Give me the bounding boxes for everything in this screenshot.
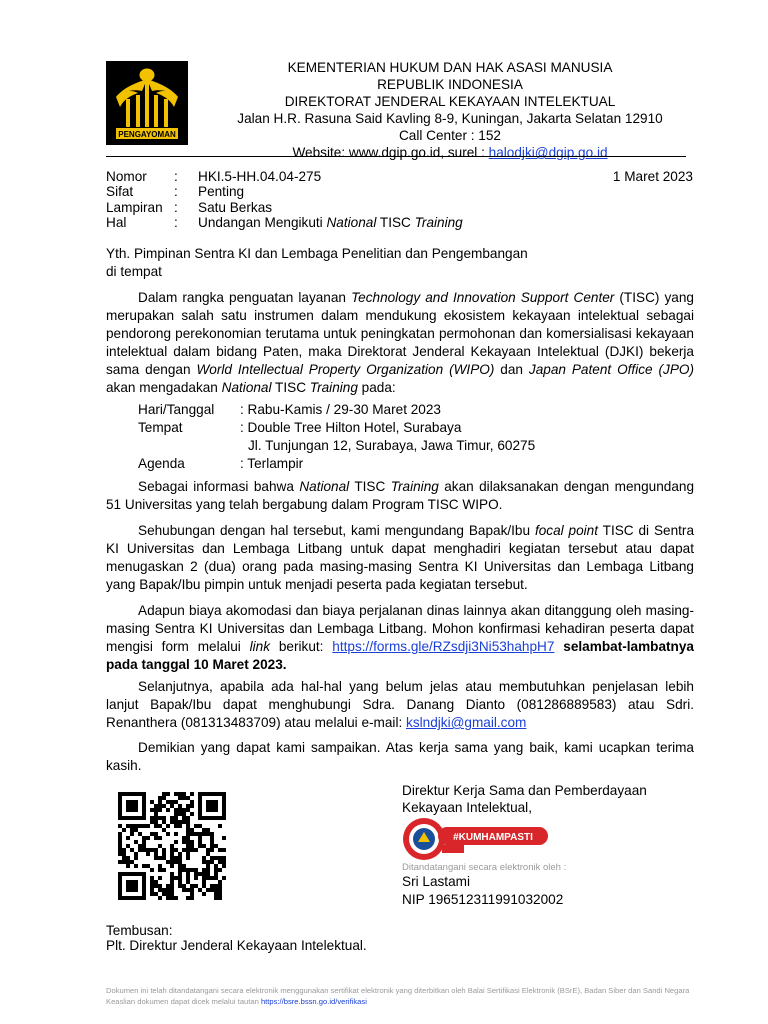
text: dan <box>494 362 529 377</box>
colon: : <box>174 215 178 230</box>
event-agenda-label: Agenda <box>138 456 185 471</box>
letter-date: 1 Maret 2023 <box>612 169 693 184</box>
email-link[interactable]: halodjki@dgip.go.id <box>488 145 608 160</box>
text: berikut: <box>270 639 333 654</box>
text: TISC <box>349 479 391 494</box>
signatory-name: Sri Lastami <box>402 874 470 889</box>
deadline-text: selambat-lambatnya pada tanggal 10 Maret 2023. <box>106 639 694 672</box>
kumhampasti-stamp <box>402 816 562 862</box>
cc-recipient: Plt. Direktur Jenderal Kekayaan Intelektual. <box>106 938 367 953</box>
footer-line-2 <box>106 996 746 1007</box>
text-italic: Training <box>390 479 439 494</box>
ministry-logo <box>106 61 188 145</box>
lampiran-label: Lampiran <box>106 200 163 215</box>
text-italic: Japan Patent Office (JPO) <box>528 362 695 377</box>
text-italic: focal point <box>534 523 599 538</box>
hal-label: Hal <box>106 215 127 230</box>
text-italic: National <box>299 479 350 494</box>
directorate-name: DIREKTORAT JENDERAL KEKAYAAN INTELEKTUAL <box>284 94 616 109</box>
website-text: Website: www.dgip.go.id, surel : <box>292 145 489 160</box>
lampiran-value: Satu Berkas <box>198 200 273 215</box>
text: pada: <box>357 380 396 395</box>
nomor-value: HKI.5-HH.04.04-275 <box>198 169 322 184</box>
colon: : <box>174 184 178 199</box>
recipient-place: di tempat <box>106 264 162 279</box>
footer-line-1: Dokumen ini telah ditandatangani secara elektronik menggunakan sertifikat elektronik yang diterbitkan oleh Balai Sertifikasi Elektronik (BSrE), Badan Siber dan Sandi Negara <box>106 986 690 995</box>
header-divider <box>106 156 686 157</box>
cc-label: Tembusan: <box>106 923 173 938</box>
paragraph-invitation <box>106 522 694 594</box>
paragraph-intro <box>106 289 694 397</box>
recipient-line: Yth. Pimpinan Sentra KI dan Lembaga Penelitian dan Pengembangan <box>106 246 528 261</box>
hal-national: National <box>326 215 377 230</box>
text: Sebagai informasi bahwa <box>138 479 300 494</box>
nomor-label: Nomor <box>106 169 147 184</box>
text-italic: Technology and Innovation Support Center <box>351 290 615 305</box>
paragraph-info <box>106 478 694 514</box>
signatory-nip: NIP 196512311991032002 <box>402 892 564 907</box>
electronic-signature-note: Ditandatangani secara elektronik oleh : <box>402 862 567 873</box>
event-place-address: Jl. Tunjungan 12, Surabaya, Jawa Timur, 60275 <box>248 438 536 453</box>
meta-hal <box>106 214 463 232</box>
sifat-value: Penting <box>198 184 245 199</box>
colon: : <box>174 169 178 184</box>
text: (TISC) yang merupakan salah satu instrumen dalam mendukung ekosistem kekayaan intelektual sebagai pendorong perekonomian terutama untuk peningkatan permohonan dan komersialisasi kekayaan intelektual dalam bidang Paten, maka Direktorat Jenderal Kekayaan Intelektual (DJKI) bekerja sama dengan <box>106 290 694 377</box>
colon: : <box>174 200 178 215</box>
event-date-label: Hari/Tanggal <box>138 402 215 417</box>
hal-training: Training <box>414 215 463 230</box>
text-italic: World Intellectual Property Organization (WIPO) <box>196 362 495 377</box>
paragraph-contact <box>106 678 694 732</box>
bsre-verification-link[interactable]: https://bsre.bssn.go.id/verifikasi <box>260 997 367 1006</box>
footer-disclaimer <box>106 985 746 1007</box>
ministry-name: KEMENTERIAN HUKUM DAN HAK ASASI MANUSIA <box>287 60 613 75</box>
event-date-value: : Rabu-Kamis / 29-30 Maret 2023 <box>240 402 441 417</box>
text: Adapun biaya akomodasi dan biaya perjalanan dinas lainnya akan ditanggung oleh masing-masing Sentra KI Universitas dan Lembaga Litbang. Mohon konfirmasi kehadiran peserta dapat mengisi form melalui <box>106 603 694 654</box>
event-place-value: : Double Tree Hilton Hotel, Surabaya <box>240 420 462 435</box>
text: Selanjutnya, apabila ada hal-hal yang belum jelas atau membutuhkan penjelasan lebih lanjut Bapak/Ibu dapat menghubungi Sdra. Danang Dianto (081286889583) atau Sdri. Renanthera (081313483709) atau melalui e-mail: <box>106 679 694 730</box>
event-place-label: Tempat <box>138 420 183 435</box>
address: Jalan H.R. Rasuna Said Kavling 8-9, Kuningan, Jakarta Selatan 12910 <box>237 111 663 126</box>
text-italic: Training <box>309 380 358 395</box>
letterhead <box>200 59 700 161</box>
text: Dalam rangka penguatan layanan <box>138 290 352 305</box>
signatory-title: Direktur Kerja Sama dan Pemberdayaan <box>402 783 647 798</box>
contact-email-link[interactable]: kslndjki@gmail.com <box>406 715 527 730</box>
text: TISC di Sentra KI Universitas dan Lembaga Litbang untuk dapat menghadiri kegiatan tersebut atau dapat menugaskan 2 (dua) orang pada masing-masing Sentra KI Universitas dan Lembaga Litbang yang Bapak/Ibu pimpin untuk menjadi peserta pada kegiatan tersebut. <box>106 523 694 592</box>
text: akan dilaksanakan dengan mengundang 51 Universitas yang telah bergabung dalam Program TISC WIPO. <box>106 479 694 512</box>
text: Sehubungan dengan hal tersebut, kami mengundang Bapak/Ibu <box>138 523 535 538</box>
text-italic: link <box>249 639 271 654</box>
event-agenda-value: : Terlampir <box>240 456 304 471</box>
paragraph-accommodation <box>106 602 694 674</box>
text: akan mengadakan <box>106 380 222 395</box>
svg-text:PENGAYOMAN: PENGAYOMAN <box>118 130 176 139</box>
sifat-label: Sifat <box>106 184 134 199</box>
svg-text:#KUMHAMPASTI: #KUMHAMPASTI <box>453 832 533 843</box>
call-center: Call Center : 152 <box>398 128 501 143</box>
contact-line <box>200 144 700 161</box>
hal-mid: TISC <box>376 215 415 230</box>
paragraph-closing: Demikian yang dapat kami sampaikan. Atas kerja sama yang baik, kami ucapkan terima kasih. <box>106 740 694 773</box>
signatory-title-2: Kekayaan Intelektual, <box>402 800 532 815</box>
text: TISC <box>271 380 310 395</box>
hal-value: Undangan Mengikuti <box>198 215 327 230</box>
footer-text: Keaslian dokumen dapat dicek melalui tautan <box>106 997 261 1006</box>
registration-form-link[interactable]: https://forms.gle/RZsdji3Ni53hahpH7 <box>332 639 555 654</box>
country-name: REPUBLIK INDONESIA <box>377 77 523 92</box>
verification-qr-code[interactable] <box>118 792 226 900</box>
text-italic: National <box>221 380 272 395</box>
